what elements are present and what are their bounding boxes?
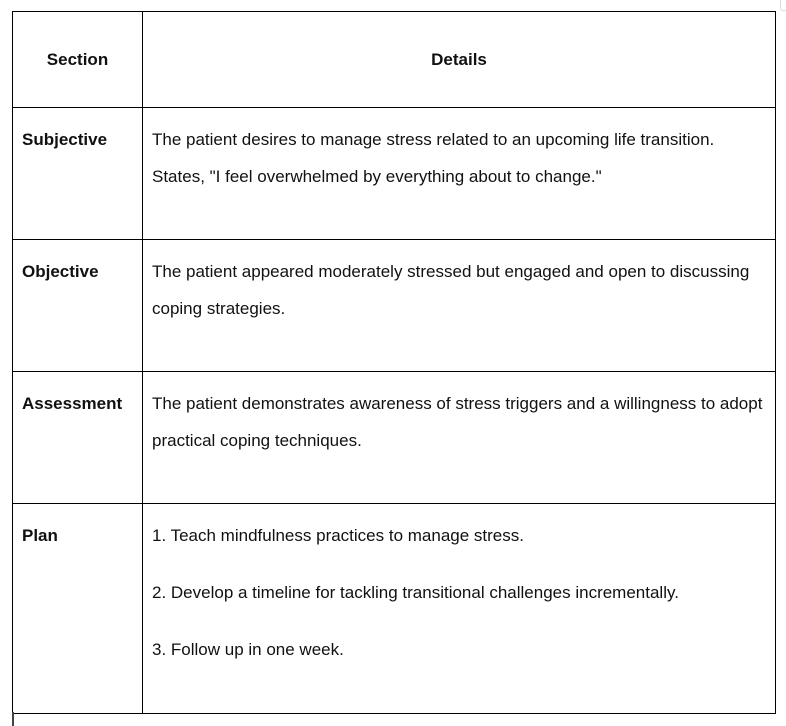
section-label: Objective	[13, 240, 143, 372]
section-label: Assessment	[13, 372, 143, 504]
plan-item: 2. Develop a timeline for tackling transitional challenges incrementally.	[152, 583, 679, 602]
table-row	[13, 240, 776, 372]
section-details[interactable]: The patient appeared moderately stressed but engaged and open to discussing coping strategies.	[143, 240, 776, 372]
table-row	[13, 504, 776, 714]
table-header-row	[13, 12, 776, 108]
header-section: Section	[13, 12, 143, 108]
section-details[interactable]: The patient demonstrates awareness of stress triggers and a willingness to adopt practical coping techniques.	[143, 372, 776, 504]
table-row	[13, 372, 776, 504]
scrollbar-corner	[780, 0, 786, 11]
section-details[interactable]: The patient desires to manage stress related to an upcoming life transition. States, "I feel overwhelmed by everything about to change."	[143, 108, 776, 240]
plan-item: 1. Teach mindfulness practices to manage stress.	[152, 526, 524, 545]
text-cursor	[12, 712, 14, 726]
plan-details[interactable]	[143, 504, 776, 714]
section-label: Plan	[13, 504, 143, 714]
section-label: Subjective	[13, 108, 143, 240]
header-details: Details	[143, 12, 776, 108]
plan-item: 3. Follow up in one week.	[152, 640, 344, 659]
soap-note-table	[12, 11, 776, 714]
table-row	[13, 108, 776, 240]
